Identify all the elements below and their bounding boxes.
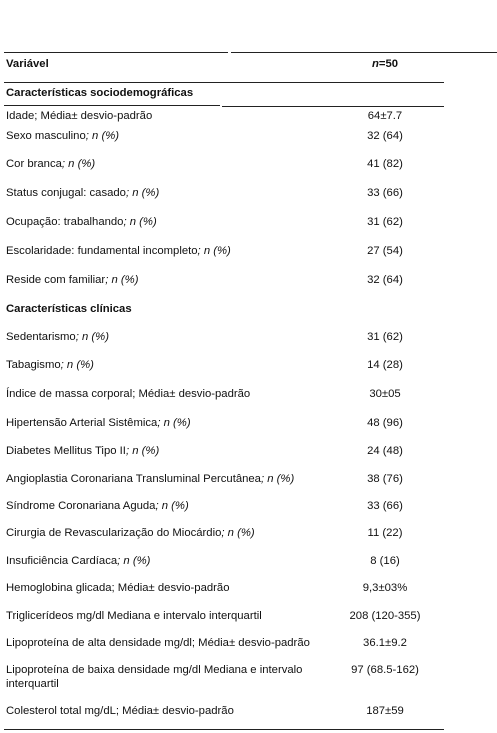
table-row-value: 64±7.7 xyxy=(367,110,403,122)
table-row-label: Cirurgia de Revascularização do Miocárdio; n (%) xyxy=(6,527,255,539)
table-row-label: Angioplastia Coronariana Transluminal Percutânea; n (%) xyxy=(6,473,295,485)
section-title: Características sociodemográficas xyxy=(6,87,194,99)
table-row-label: Lipoproteína de baixa densidade mg/dl Mediana e intervalo interquartil xyxy=(6,664,303,690)
table-row-label: Status conjugal: casado; n (%) xyxy=(6,187,160,199)
table-row-value: 31 (62) xyxy=(367,216,403,228)
table-row-value: 187±59 xyxy=(366,705,404,717)
table-row-value: 36.1±9.2 xyxy=(363,637,407,649)
table-row-value: 32 (64) xyxy=(367,274,403,286)
table-row-value: 8 (16) xyxy=(370,555,400,567)
table-row-value: 97 (68.5-162) xyxy=(351,664,419,676)
table-row-label: Sexo masculino; n (%) xyxy=(6,130,120,142)
bottom-rule xyxy=(4,729,444,730)
table-row-value: 11 (22) xyxy=(367,527,403,539)
table-row-label: Cor branca; n (%) xyxy=(6,158,96,170)
table-row-value: 208 (120-355) xyxy=(349,610,421,622)
header-variable: Variável xyxy=(6,58,49,70)
table-row-label: Diabetes Mellitus Tipo II; n (%) xyxy=(6,445,160,457)
table-row-label: Tabagismo; n (%) xyxy=(6,359,94,371)
table-row-label: Síndrome Coronariana Aguda; n (%) xyxy=(6,500,189,512)
table-row-label: Hipertensão Arterial Sistêmica; n (%) xyxy=(6,417,191,429)
header-bottom-rule xyxy=(4,82,444,83)
table-row-label: Colesterol total mg/dL; Média± desvio-padrão xyxy=(6,705,234,717)
table-row-value: 48 (96) xyxy=(367,417,403,429)
table-row-label: Índice de massa corporal; Média± desvio-padrão xyxy=(6,388,251,400)
table-row-label: Insuficiência Cardíaca; n (%) xyxy=(6,555,151,567)
table-row-label: Lipoproteína de alta densidade mg/dl; Média± desvio-padrão xyxy=(6,637,310,649)
table-row-label: Escolaridade: fundamental incompleto; n (%) xyxy=(6,245,231,257)
top-rule-right xyxy=(231,52,497,53)
table-row-label: Triglicerídeos mg/dl Mediana e intervalo interquartil xyxy=(6,610,262,622)
table-row-value: 41 (82) xyxy=(367,158,403,170)
table-row-label: Hemoglobina glicada; Média± desvio-padrão xyxy=(6,582,230,594)
table-row-value: 24 (48) xyxy=(367,445,403,457)
table-row-value: 27 (54) xyxy=(367,245,403,257)
table-row-value: 33 (66) xyxy=(367,187,403,199)
table-row-value: 33 (66) xyxy=(367,500,403,512)
table-row-value: 38 (76) xyxy=(367,473,403,485)
table-row-value: 30±05 xyxy=(369,388,401,400)
header-n-italic: n xyxy=(371,58,379,70)
table-row-value: 31 (62) xyxy=(367,331,403,343)
table-row-value: 14 (28) xyxy=(367,359,403,371)
table-row-label: Ocupação: trabalhando; n (%) xyxy=(6,216,157,228)
section-rule-left xyxy=(4,105,220,106)
section-rule-right xyxy=(222,106,444,107)
table-row-value: 9,3±03% xyxy=(362,582,408,594)
table-row-label: Sedentarismo; n (%) xyxy=(6,331,109,343)
table-row-label: Idade; Média± desvio-padrão xyxy=(6,110,153,122)
top-rule-left xyxy=(4,52,228,53)
table-row-value: 32 (64) xyxy=(367,130,403,142)
header-n-rest: =50 xyxy=(378,58,399,70)
table-row-label: Reside com familiar; n (%) xyxy=(6,274,139,286)
header-n xyxy=(330,57,440,71)
section-title: Características clínicas xyxy=(6,303,132,315)
